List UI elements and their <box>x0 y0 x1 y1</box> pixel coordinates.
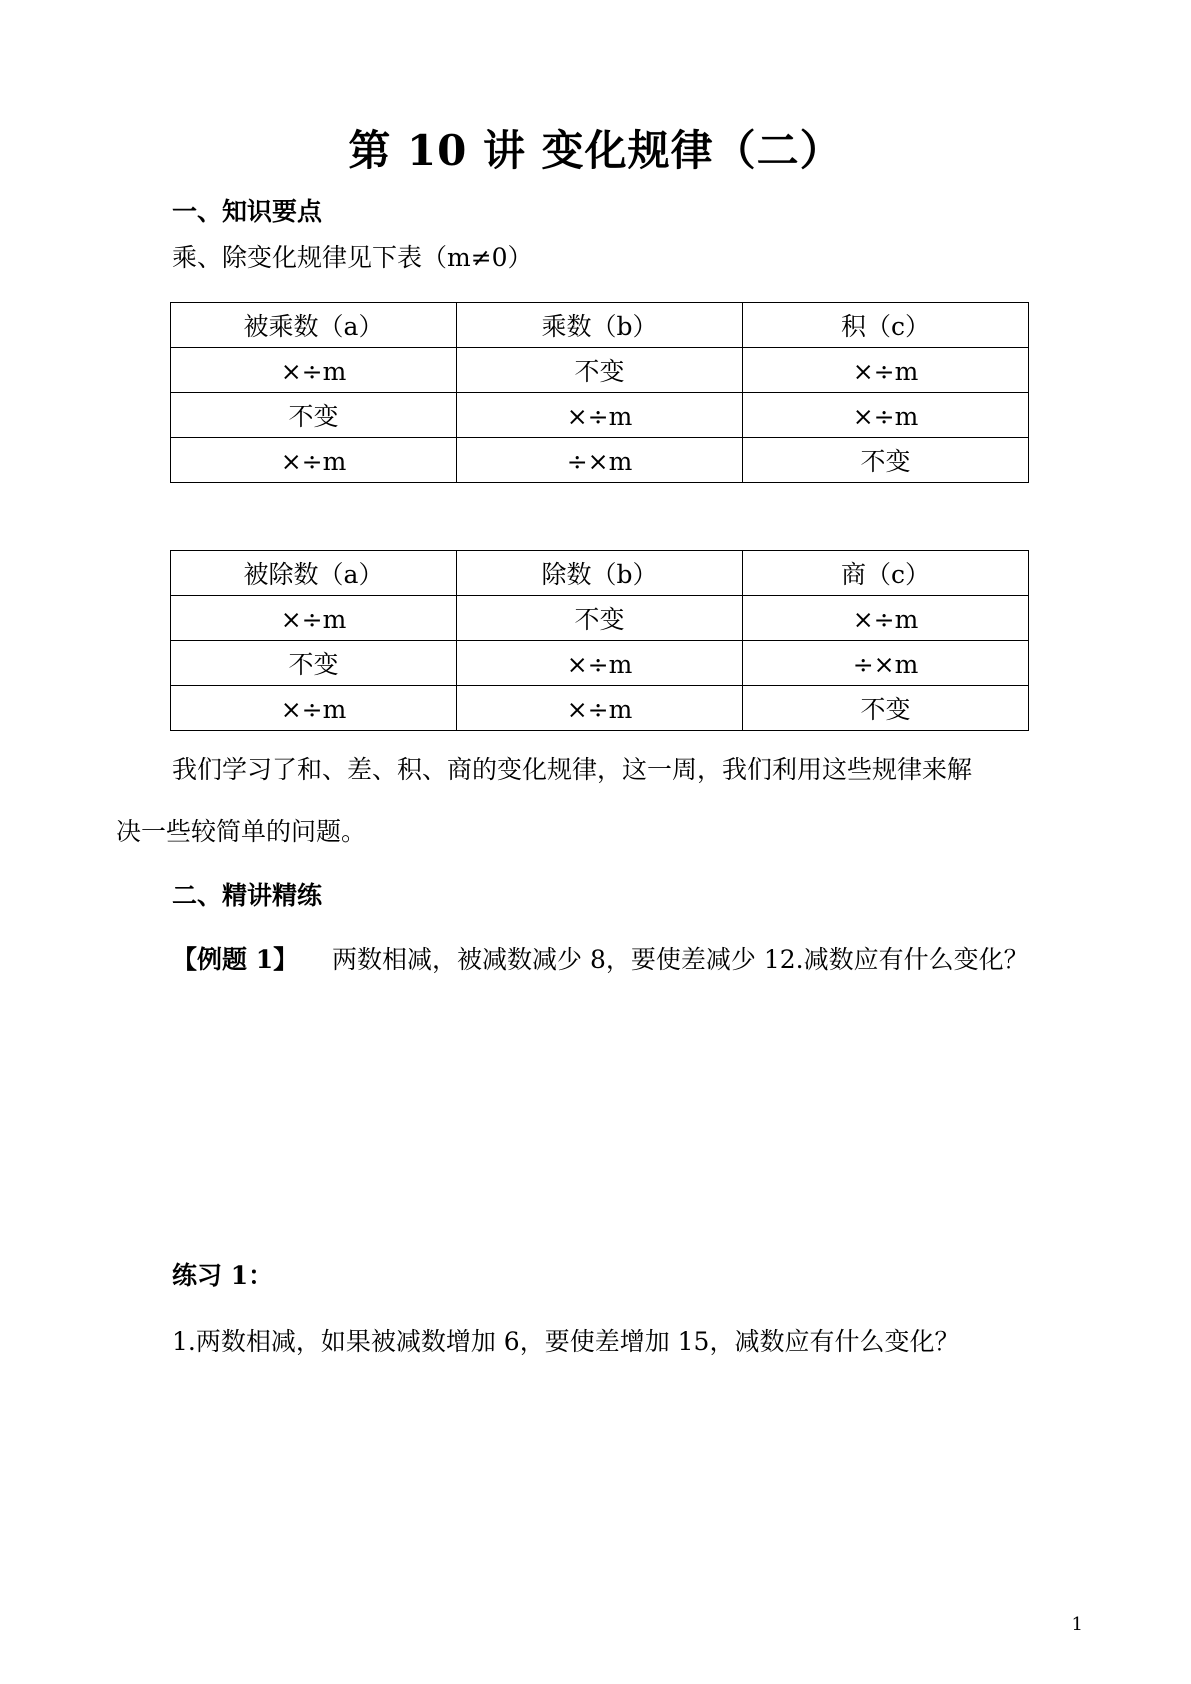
table-header-cell: 除数（b） <box>457 551 743 596</box>
table-row <box>171 393 1029 438</box>
table-cell: ×÷m <box>457 686 743 731</box>
table-cell: ×÷m <box>171 438 457 483</box>
table-cell: ×÷m <box>171 686 457 731</box>
multiplication-rule-table <box>170 302 1029 483</box>
table-cell: ×÷m <box>457 393 743 438</box>
table-cell: ×÷m <box>171 596 457 641</box>
table-cell: 不变 <box>743 438 1029 483</box>
table-header-cell: 乘数（b） <box>457 303 743 348</box>
table-cell: ×÷m <box>743 596 1029 641</box>
practice-heading: 练习 1： <box>172 1261 274 1290</box>
summary-text-line2: 决一些较简单的问题。 <box>116 817 367 846</box>
page-number: 1 <box>1071 1614 1083 1635</box>
table-header-cell: 被除数（a） <box>171 551 457 596</box>
table-row <box>171 348 1029 393</box>
table-cell: 不变 <box>171 393 457 438</box>
table-cell: ×÷m <box>743 348 1029 393</box>
table-header-row <box>171 551 1029 596</box>
example-1 <box>172 940 1029 976</box>
page-title: 第 10 讲 变化规律（二） <box>348 126 843 175</box>
table-header-cell: 积（c） <box>743 303 1029 348</box>
table-row <box>171 686 1029 731</box>
example-question: 两数相减，被减数减少 8，要使差减少 12.减数应有什么变化？ <box>332 945 1029 974</box>
table-cell: 不变 <box>171 641 457 686</box>
table-row <box>171 641 1029 686</box>
table-cell: ×÷m <box>743 393 1029 438</box>
section-heading-knowledge: 一、知识要点 <box>172 197 323 226</box>
table-intro-text: 乘、除变化规律见下表（m≠0） <box>172 243 533 272</box>
table-cell: ÷×m <box>457 438 743 483</box>
table-header-row <box>171 303 1029 348</box>
practice-question-1: 1.两数相减，如果被减数增加 6，要使差增加 15，减数应有什么变化？ <box>172 1327 960 1356</box>
table-cell: ÷×m <box>743 641 1029 686</box>
section-heading-practice: 二、精讲精练 <box>172 881 323 910</box>
table-cell: 不变 <box>457 596 743 641</box>
table-row <box>171 596 1029 641</box>
table-cell: 不变 <box>743 686 1029 731</box>
table-header-cell: 被乘数（a） <box>171 303 457 348</box>
division-rule-table <box>170 550 1029 731</box>
table-header-cell: 商（c） <box>743 551 1029 596</box>
example-tag: 【例题 1】 <box>172 945 299 974</box>
summary-text-line1: 我们学习了和、差、积、商的变化规律，这一周，我们利用这些规律来解 <box>172 755 973 784</box>
table-row <box>171 438 1029 483</box>
table-cell: 不变 <box>457 348 743 393</box>
table-cell: ×÷m <box>171 348 457 393</box>
table-cell: ×÷m <box>457 641 743 686</box>
